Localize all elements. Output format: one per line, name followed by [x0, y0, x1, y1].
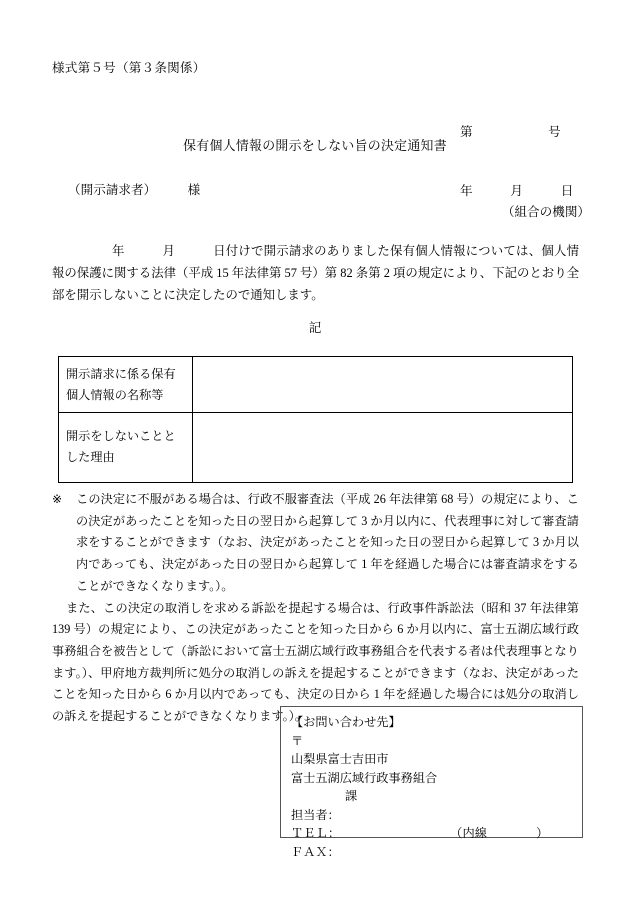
contact-fax-label: ＦＡＸ：	[291, 844, 340, 859]
contact-tel-line	[291, 824, 574, 843]
document-date-line: 年 月 日	[460, 183, 574, 198]
contact-tel-label: ＴＥＬ：	[291, 826, 341, 841]
document-number-line: 第 号	[460, 125, 561, 140]
contact-box	[280, 706, 583, 859]
contact-person-label: 担当者：	[291, 807, 340, 822]
ki-marker: 記	[308, 321, 322, 335]
notice-section	[52, 489, 579, 728]
issuer-line: （組合の機関）	[501, 205, 590, 219]
table-value-disclosure-name[interactable]	[193, 357, 573, 413]
table-value-reason[interactable]	[193, 413, 573, 483]
notice-paragraph-1	[52, 489, 579, 598]
contact-heading: 【お問い合わせ先】	[291, 715, 401, 729]
notice-paragraph-2: また、この決定の取消しを求める訴訟を提起する場合は、行政事件訴訟法（昭和 37 年法律第 139 号）の規定により、この決定があったことを知った日から 6 か月以内に、富士五湖広域行政事務組合を被告として（訴訟において富士五湖広域行政事務組合を代表する者は代表理事となります。）、甲府地方裁判所に処分の取消しの訴えを提起することができます（なお、決定があったことを知った日から 6 か月以内であっても、決定の日から 1 年を経過した場合には処分の取消しの訴えを提起することができなくなります。）。	[52, 600, 579, 724]
table-label-disclosure-name: 開示請求に係る保有個人情報の名称等	[59, 357, 193, 413]
notice-mark: ※	[52, 492, 63, 506]
table-row	[59, 413, 573, 483]
contact-extension: （内線 ）	[450, 826, 549, 841]
addressee-line: （開示請求者） 様	[68, 183, 201, 197]
postal-code-symbol: 〒	[291, 733, 304, 748]
contact-address: 山梨県富士吉田市	[291, 752, 389, 767]
contact-department: 課	[345, 789, 358, 804]
table-label-reason: 開示をしないこととした理由	[59, 413, 193, 483]
notice-paragraph-1-text: この決定に不服がある場合は、行政不服審査法（平成 26 年法律第 68 号）の規定により、この決定があったことを知った日の翌日から起算して 3 か月以内に、代表理事に対して審査請求をすることができます（なお、決定があったことを知った日の翌日から起算して 3 か月以内であっても、決定があった日の翌日から起算して 1 年を経過した場合には審査請求をすることができなくなります。）。	[76, 492, 579, 593]
information-table	[58, 356, 573, 483]
table-row	[59, 357, 573, 413]
contact-organization: 富士五湖広域行政事務組合	[291, 770, 438, 785]
form-number: 様式第５号（第３条関係）	[52, 61, 206, 75]
body-paragraph: 年 月 日付けで開示請求のありました保有個人情報については、個人情報の保護に関する法律（平成 15 年法律第 57 号）第 82 条第 2 項の規定により、下記のとおり全部を開示しないことに決定したので通知します。	[52, 244, 579, 303]
page-title: 保有個人情報の開示をしない旨の決定通知書	[183, 139, 447, 153]
